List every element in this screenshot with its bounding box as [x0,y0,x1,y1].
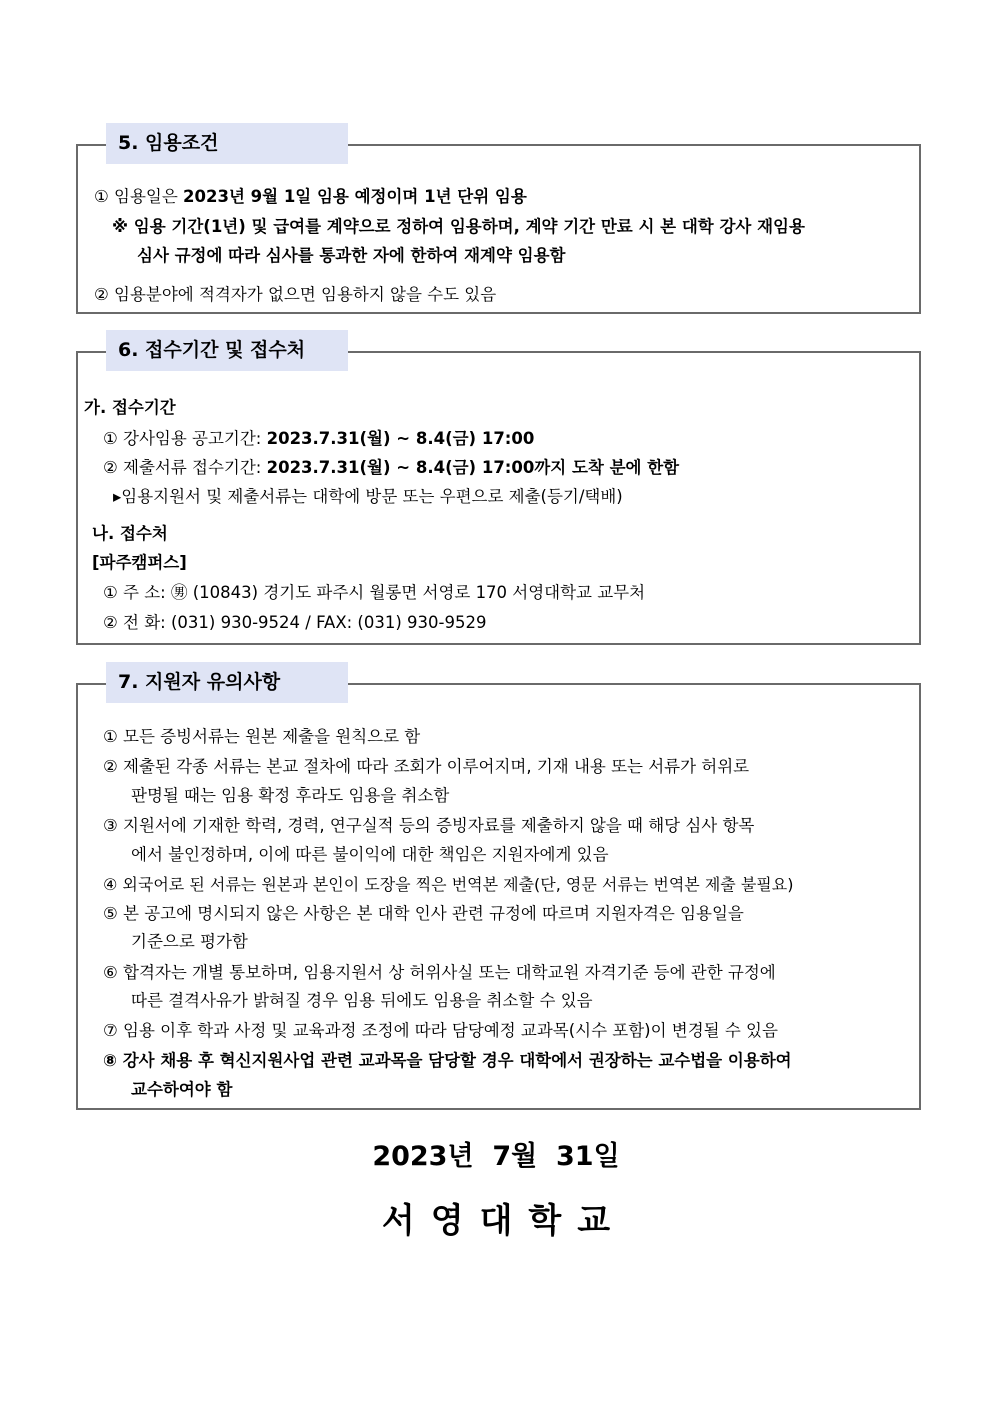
university-name: 서영대학교 [381,1201,627,1241]
s6-phone: ② 전 화: (031) 930-9524 / FAX: (031) 930-9529 [103,613,487,632]
s7-item-3-line-1: ③ 지원서에 기재한 학력, 경력, 연구실적 등의 증빙자료를 제출하지 않을 때 해당 심사 항목 [103,816,755,835]
s7-item-6-line-2: 따른 결격사유가 밝혀질 경우 임용 뒤에도 임용을 취소할 수 있음 [131,991,593,1010]
s5-note-line-2: 심사 규정에 따라 심사를 통과한 자에 한하여 재계약 임용함 [137,246,566,265]
s6-period-1-text: ① 강사임용 공고기간: [103,429,267,448]
s7-item-7: ⑦ 임용 이후 학과 사정 및 교육과정 조정에 따라 담당예정 교과목(시수 포함)이 변경될 수 있음 [103,1021,778,1040]
s7-item-5-line-2: 기준으로 평가함 [131,932,248,951]
announcement-date: 2023년 7월 31일 [372,1141,620,1172]
s6-campus: [파주캠퍼스] [92,553,187,572]
s5-item-1-text: ① 임용일은 [94,187,184,206]
section-5-title: 5. 임용조건 [106,123,348,164]
s6-period-1 [103,428,534,450]
s6-na-heading: 나. 접수처 [92,524,168,543]
s6-period-1-bold: 2023.7.31(월) ~ 8.4(금) 17:00 [266,429,535,448]
s5-item-1-bold: 2023년 9월 1일 임용 예정이며 1년 단위 임용 [183,187,527,206]
s5-item-1 [94,186,527,208]
s6-period-2-bold: 2023.7.31(월) ~ 8.4(금) 17:00까지 도착 분에 한함 [266,458,680,477]
s6-ga-heading: 가. 접수기간 [84,398,176,417]
s6-period-2 [103,457,679,479]
s7-item-3-line-2: 에서 불인정하며, 이에 따른 불이익에 대한 책임은 지원자에게 있음 [131,845,609,864]
s5-note-line-1: ※ 임용 기간(1년) 및 급여를 계약으로 정하여 임용하며, 계약 기간 만료 시 본 대학 강사 재임용 [112,217,805,236]
section-7-title: 7. 지원자 유의사항 [106,662,348,703]
s7-item-8-line-1: ⑧ 강사 채용 후 혁신지원사업 관련 교과목을 담당할 경우 대학에서 권장하는 교수법을 이용하여 [103,1051,792,1070]
s7-item-1: ① 모든 증빙서류는 원본 제출을 원칙으로 함 [103,727,421,746]
s7-item-5-line-1: ⑤ 본 공고에 명시되지 않은 사항은 본 대학 인사 관련 규정에 따르며 지원자격은 임용일을 [103,904,744,923]
s6-address: ① 주 소: ㊚ (10843) 경기도 파주시 월롱면 서영로 170 서영대학교 교무처 [103,583,646,602]
s6-period-note: ▸임용지원서 및 제출서류는 대학에 방문 또는 우편으로 제출(등기/택배) [113,487,623,506]
section-6-title: 6. 접수기간 및 접수처 [106,330,348,371]
s5-item-2: ② 임용분야에 적격자가 없으면 임용하지 않을 수도 있음 [94,285,497,304]
s7-item-2-line-2: 판명될 때는 임용 확정 후라도 임용을 취소함 [131,786,450,805]
s7-item-2-line-1: ② 제출된 각종 서류는 본교 절차에 따라 조회가 이루어지며, 기재 내용 또는 서류가 허위로 [103,757,750,776]
s7-item-6-line-1: ⑥ 합격자는 개별 통보하며, 임용지원서 상 허위사실 또는 대학교원 자격기준 등에 관한 규정에 [103,963,776,982]
s6-period-2-text: ② 제출서류 접수기간: [103,458,267,477]
s7-item-4: ④ 외국어로 된 서류는 원본과 본인이 도장을 찍은 번역본 제출(단, 영문 서류는 번역본 제출 불필요) [103,875,794,894]
s7-item-8-line-2: 교수하여야 함 [131,1080,233,1099]
